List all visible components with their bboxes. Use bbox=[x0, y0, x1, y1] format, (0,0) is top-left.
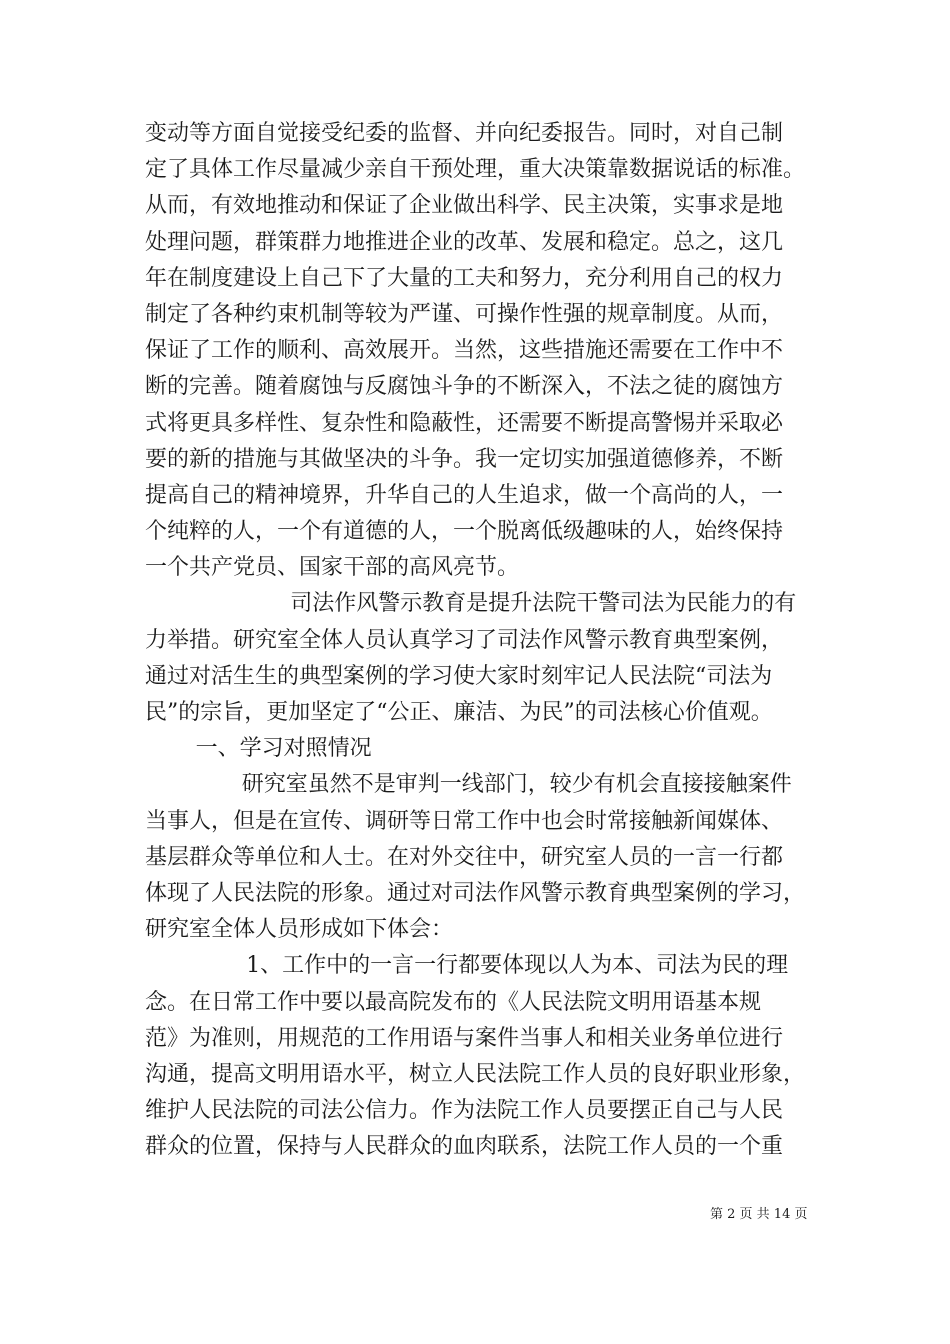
text-line: 基层群众等单位和人士。在对外交往中，研究室人员的一言一行都 bbox=[145, 844, 784, 870]
text-line: 维护人民法院的司法公信力。作为法院工作人员要摆正自己与人民 bbox=[145, 1098, 784, 1124]
text-line: 保证了工作的顺利、高效展开。当然，这些措施还需要在工作中不 bbox=[145, 338, 784, 364]
text-line: 群众的位置，保持与人民群众的血肉联系，法院工作人员的一个重 bbox=[145, 1134, 784, 1160]
text-line: 制定了各种约束机制等较为严谨、可操作性强的规章制度。从而， bbox=[145, 301, 784, 327]
text-line: 力举措。研究室全体人员认真学习了司法作风警示教育典型案例， bbox=[145, 627, 784, 653]
text-line: 一、学习对照情况 bbox=[195, 736, 372, 762]
text-line: 沟通，提高文明用语水平，树立人民法院工作人员的良好职业形象， bbox=[145, 1061, 806, 1087]
text-line: 提高自己的精神境界，升华自己的人生追求，做一个高尚的人，一 bbox=[145, 482, 784, 508]
text-line: 从而，有效地推动和保证了企业做出科学、民主决策，实事求是地 bbox=[145, 193, 784, 219]
text-line: 民”的宗旨，更加坚定了“公正、廉洁、为民”的司法核心价值观。 bbox=[145, 700, 773, 725]
text-line: 当事人，但是在宣传、调研等日常工作中也会时常接触新闻媒体、 bbox=[145, 808, 784, 834]
text-line: 式将更具多样性、复杂性和隐蔽性，还需要不断提高警惕并采取必 bbox=[145, 410, 784, 436]
text-line: 处理问题，群策群力地推进企业的改革、发展和稳定。总之，这几 bbox=[145, 229, 784, 255]
text-line: 一个共产党员、国家干部的高风亮节。 bbox=[145, 555, 520, 581]
text-line: 念。在日常工作中要以最高院发布的《人民法院文明用语基本规 bbox=[145, 989, 762, 1015]
page-number-footer: 第 2 页 共 14 页 bbox=[710, 1207, 808, 1222]
text-line: 变动等方面自觉接受纪委的监督、并向纪委报告。同时，对自己制 bbox=[145, 121, 784, 146]
text-line: 要的新的措施与其做坚决的斗争。我一定切实加强道德修养，不断 bbox=[145, 446, 784, 472]
document-body bbox=[145, 116, 810, 1165]
text-line: 体现了人民法院的形象。通过对司法作风警示教育典型案例的学习， bbox=[145, 880, 806, 906]
text-line: 研究室虽然不是审判一线部门，较少有机会直接接触案件 bbox=[241, 772, 792, 798]
text-line: 年在制度建设上自己下了大量的工夫和努力，充分利用自己的权力 bbox=[145, 265, 784, 291]
text-line: 断的完善。随着腐蚀与反腐蚀斗争的不断深入，不法之徒的腐蚀方 bbox=[145, 374, 784, 400]
text-line: 1、工作中的一言一行都要体现以人为本、司法为民的理 bbox=[246, 953, 789, 979]
text-line: 定了具体工作尽量减少亲自干预处理，重大决策靠数据说话的标准。 bbox=[145, 157, 806, 183]
text-line: 范》为准则，用规范的工作用语与案件当事人和相关业务单位进行 bbox=[145, 1025, 784, 1051]
text-line: 司法作风警示教育是提升法院干警司法为民能力的有 bbox=[290, 591, 797, 617]
text-line: 研究室全体人员形成如下体会： bbox=[145, 917, 454, 943]
text-line: 个纯粹的人，一个有道德的人，一个脱离低级趣味的人，始终保持 bbox=[145, 519, 784, 545]
text-line: 通过对活生生的典型案例的学习使大家时刻牢记人民法院“司法为 bbox=[145, 663, 773, 689]
